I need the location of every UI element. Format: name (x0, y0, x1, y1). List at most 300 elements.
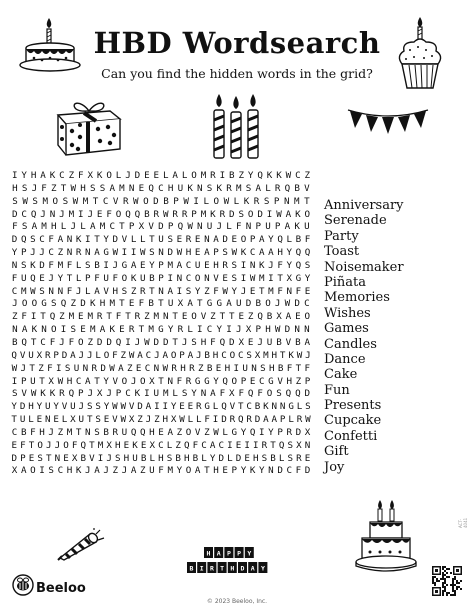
grid-letter: O (304, 208, 311, 220)
grid-letter: N (82, 362, 89, 374)
grid-letter: L (75, 259, 82, 271)
grid-letter: V (148, 221, 154, 233)
grid-letter: E (78, 311, 84, 323)
grid-letter: X (170, 414, 177, 426)
grid-letter: W (112, 401, 118, 413)
grid-letter: O (304, 311, 311, 323)
grid-letter: Q (222, 375, 228, 387)
grid-row (10, 170, 312, 183)
grid-letter: J (12, 298, 18, 310)
grid-letter: Y (286, 247, 293, 259)
grid-letter: W (30, 388, 37, 400)
grid-letter: X (87, 170, 93, 181)
grid-letter: O (247, 208, 254, 220)
banner-letter: T (220, 564, 225, 573)
grid-letter: B (144, 208, 150, 220)
grid-letter: T (172, 311, 178, 323)
grid-letter: J (121, 465, 128, 477)
grid-letter: S (70, 324, 77, 336)
grid-letter: A (99, 324, 106, 336)
grid-letter: S (185, 285, 192, 297)
grid-row (10, 388, 312, 401)
grid-letter: D (19, 401, 26, 413)
grid-letter: T (149, 285, 155, 297)
grid-letter: G (158, 324, 164, 336)
grid-letter: P (173, 195, 179, 207)
grid-letter: Y (240, 465, 247, 477)
grid-letter: D (304, 388, 311, 400)
grid-letter: A (130, 465, 137, 477)
grid-letter: O (231, 375, 238, 387)
grid-letter: X (245, 324, 252, 336)
grid-letter: Q (60, 298, 67, 310)
grid-letter: F (304, 362, 311, 374)
grid-letter: S (64, 362, 71, 374)
grid-letter: E (176, 234, 183, 246)
grid-letter: Y (170, 401, 177, 413)
grid-letter: A (285, 208, 292, 220)
grid-letter: T (138, 324, 145, 336)
grid-letter: F (78, 170, 84, 181)
grid-letter: A (85, 375, 91, 387)
grid-letter: J (196, 349, 202, 361)
grid-letter: K (75, 234, 82, 246)
grid-letter: B (270, 452, 276, 464)
grid-letter: F (66, 285, 73, 297)
grid-letter: V (112, 195, 119, 207)
grid-letter: Q (237, 414, 244, 426)
grid-letter: L (227, 452, 233, 464)
grid-letter: P (277, 426, 283, 438)
grid-letter: L (196, 414, 202, 426)
grid-letter: I (97, 452, 104, 464)
grid-letter: A (255, 182, 261, 194)
grid-letter: J (125, 170, 131, 181)
grid-letter: C (246, 401, 252, 413)
grid-letter: W (183, 195, 189, 207)
grid-letter: E (119, 324, 125, 336)
grid-letter: O (115, 208, 122, 220)
grid-row (10, 414, 312, 427)
grid-letter: M (268, 285, 274, 297)
grid-letter: Z (175, 439, 181, 451)
grid-letter: M (119, 182, 125, 194)
activity-code: ACT-4041 (458, 517, 468, 528)
grid-row (10, 465, 312, 478)
word-list-item: Dance (324, 351, 366, 367)
grid-letter: Y (240, 426, 247, 438)
grid-letter: S (48, 465, 54, 477)
grid-letter: K (130, 272, 137, 284)
grid-letter: T (119, 221, 125, 233)
grid-letter: R (139, 285, 146, 297)
grid-letter: V (121, 234, 128, 246)
grid-letter: B (229, 170, 235, 181)
grid-letter: V (194, 426, 201, 438)
grid-letter: N (271, 401, 278, 413)
grid-letter: O (185, 465, 192, 477)
grid-letter: W (72, 195, 79, 207)
grid-letter: H (180, 362, 186, 374)
grid-letter: R (134, 311, 141, 323)
grid-letter: E (295, 311, 301, 323)
grid-letter: M (41, 221, 47, 233)
grid-letter: B (295, 336, 301, 348)
grid-letter: J (130, 375, 137, 387)
grid-letter: Q (247, 388, 254, 400)
grid-letter: N (66, 234, 73, 246)
grid-letter: C (158, 182, 164, 194)
grid-letter: U (242, 362, 248, 374)
banner-letter: A (250, 564, 255, 573)
grid-letter: L (28, 414, 34, 426)
grid-letter: B (175, 452, 181, 464)
grid-letter: A (89, 221, 96, 233)
grid-letter: M (89, 324, 96, 336)
grid-letter: X (70, 414, 76, 426)
grid-letter: B (294, 182, 300, 194)
page-title: HBD Wordsearch (93, 26, 381, 60)
grid-letter: J (59, 208, 65, 220)
grid-letter: P (20, 247, 27, 259)
grid-letter: E (304, 285, 311, 297)
grid-letter: U (132, 452, 138, 464)
grid-letter: P (53, 349, 59, 361)
grid-letter: J (78, 401, 85, 413)
grid-letter: W (187, 221, 193, 233)
grid-letter: C (185, 259, 192, 271)
grid-letter: F (295, 465, 302, 477)
grid-letter: S (191, 336, 197, 348)
grid-letter: L (75, 272, 82, 284)
grid-letter: J (181, 336, 188, 348)
grid-letter: T (149, 234, 155, 246)
grid-letter: R (91, 362, 98, 374)
grid-letter: Q (285, 388, 292, 400)
grid-letter: A (209, 439, 216, 451)
grid-letter: A (118, 362, 124, 374)
grid-letter: A (304, 336, 311, 348)
grid-letter: V (128, 401, 135, 413)
grid-letter: S (276, 388, 282, 400)
grid-letter: W (179, 414, 185, 426)
grid-letter: D (39, 259, 45, 271)
grid-letter: J (112, 259, 119, 271)
grid-letter: G (295, 272, 302, 284)
grid-letter: B (80, 452, 87, 464)
word-list-item: Toast (324, 244, 360, 260)
grid-letter: R (253, 195, 260, 207)
grid-letter: S (95, 414, 101, 426)
grid-letter: Q (295, 247, 302, 259)
grid-letter: E (144, 170, 150, 181)
letter-grid (10, 170, 312, 478)
grid-letter: P (255, 221, 261, 233)
grid-letter: D (11, 234, 18, 246)
grid-letter: S (99, 182, 106, 194)
grid-letter: J (39, 247, 45, 259)
grid-letter: O (266, 388, 273, 400)
grid-letter: E (249, 375, 256, 387)
grid-letter: I (78, 208, 84, 220)
grid-letter: M (162, 388, 169, 400)
grid-letter: S (206, 182, 213, 194)
grid-letter: J (40, 208, 46, 220)
grid-letter: U (139, 272, 146, 284)
grid-letter: X (276, 311, 282, 323)
grid-letter: O (170, 349, 177, 361)
grid-letter: W (120, 414, 127, 426)
grid-letter: H (80, 182, 86, 194)
grid-letter: S (37, 452, 43, 464)
grid-letter: L (139, 234, 146, 246)
grid-letter: Y (53, 401, 59, 413)
grid-letter: O (121, 375, 128, 387)
grid-letter: K (132, 439, 138, 451)
grid-letter: U (153, 388, 160, 400)
grid-letter: P (78, 388, 84, 400)
grid-letter: E (238, 311, 244, 323)
grid-letter: J (268, 259, 274, 271)
grid-letter: C (206, 324, 213, 336)
grid-letter: A (268, 247, 274, 259)
grid-letter: L (233, 195, 240, 207)
grid-letter: L (115, 170, 122, 181)
grid-letter: P (179, 349, 185, 361)
grid-letter: K (216, 182, 223, 194)
grid-letter: W (128, 349, 135, 361)
grid-letter: Y (216, 324, 223, 336)
grid-letter: H (224, 362, 231, 374)
grid-letter: Z (144, 311, 150, 323)
grid-letter: X (48, 375, 54, 387)
copyright-notice: © 2023 Beeloo, Inc. (206, 598, 268, 605)
grid-letter: B (254, 401, 261, 413)
grid-letter: F (66, 259, 73, 271)
grid-letter: A (20, 465, 27, 477)
grid-letter: I (85, 234, 91, 246)
grid-letter: T (219, 311, 226, 323)
grid-row (10, 376, 312, 389)
grid-letter: Z (247, 311, 254, 323)
grid-letter: Q (125, 208, 131, 220)
grid-letter: E (128, 298, 135, 310)
grid-letter: H (269, 362, 275, 374)
party-horn-icon (56, 528, 106, 562)
qr-code-icon[interactable] (432, 566, 462, 596)
gift-box-icon (52, 97, 126, 159)
grid-letter: Z (87, 336, 93, 348)
grid-letter: L (187, 324, 193, 336)
grid-letter: I (233, 362, 240, 374)
grid-letter: H (112, 285, 119, 297)
grid-letter: C (75, 375, 82, 387)
grid-letter: E (215, 362, 222, 374)
grid-letter: O (213, 195, 220, 207)
grid-letter: C (185, 272, 192, 284)
grid-letter: D (295, 426, 302, 438)
grid-letter: A (271, 414, 278, 426)
banner-letter: R (209, 564, 214, 573)
grid-letter: E (53, 414, 59, 426)
grid-letter: T (94, 375, 100, 387)
grid-letter: W (162, 208, 169, 220)
grid-letter: F (12, 221, 18, 233)
grid-letter: B (204, 349, 210, 361)
grid-letter: Q (68, 388, 75, 400)
grid-letter: O (139, 375, 146, 387)
grid-letter: V (304, 182, 310, 194)
grid-letter: W (231, 247, 238, 259)
grid-letter: S (51, 298, 57, 310)
grid-letter: K (259, 259, 265, 271)
grid-letter: Y (176, 465, 183, 477)
grid-letter: W (213, 426, 219, 438)
grid-letter: E (158, 426, 164, 438)
grid-letter: G (41, 298, 47, 310)
grid-letter: Q (115, 336, 122, 348)
grid-letter: T (29, 362, 35, 374)
grid-letter: Q (49, 311, 56, 323)
grid-letter: F (11, 272, 18, 284)
grid-letter: D (304, 465, 311, 477)
word-list-item: Fun (324, 382, 350, 398)
grid-letter: T (277, 272, 283, 284)
grid-letter: J (154, 349, 160, 361)
grid-letter: N (12, 324, 18, 336)
grid-letter: C (40, 336, 46, 348)
grid-letter: R (296, 452, 302, 464)
grid-letter: J (20, 362, 27, 374)
grid-letter: H (212, 349, 219, 361)
beeloo-bee-logo-icon (12, 574, 34, 596)
grid-letter: F (112, 272, 119, 284)
grid-letter: C (59, 170, 65, 181)
grid-letter: C (125, 388, 131, 400)
grid-letter: T (106, 311, 112, 323)
grid-letter: X (304, 426, 311, 438)
grid-letter: J (59, 336, 65, 348)
grid-letter: H (213, 465, 219, 477)
word-list-item: Gift (324, 444, 349, 460)
grid-letter: R (261, 439, 268, 451)
banner-letter: H (206, 549, 211, 558)
banner-letter: I (199, 564, 204, 573)
grid-letter: S (304, 259, 311, 271)
grid-letter: A (109, 182, 115, 194)
grid-letter: S (89, 182, 96, 194)
grid-letter: J (87, 388, 93, 400)
grid-letter: N (153, 362, 160, 374)
grid-letter: S (62, 195, 69, 207)
grid-letter: K (276, 170, 282, 181)
grid-letter: L (60, 221, 67, 233)
grid-letter: U (158, 234, 164, 246)
grid-letter: N (41, 324, 47, 336)
grid-letter: X (229, 388, 235, 400)
grid-letter: T (94, 234, 100, 246)
grid-letter: Y (103, 234, 109, 246)
grid-letter: E (247, 336, 254, 348)
grid-letter: D (153, 195, 159, 207)
grid-letter: K (31, 324, 38, 336)
grid-letter: F (235, 221, 242, 233)
grid-letter: Q (139, 426, 146, 438)
grid-letter: H (39, 426, 45, 438)
grid-letter: Q (11, 349, 17, 361)
grid-letter: Y (286, 259, 293, 271)
grid-letter: D (167, 247, 173, 259)
grid-letter: N (200, 388, 207, 400)
grid-letter: A (145, 401, 152, 413)
grid-letter: C (201, 439, 207, 451)
grid-letter: F (20, 439, 26, 451)
grid-letter: T (204, 465, 210, 477)
grid-letter: O (63, 439, 69, 451)
grid-letter: P (274, 221, 281, 233)
grid-letter: Y (268, 234, 274, 246)
grid-letter: T (11, 414, 17, 426)
grid-letter: F (213, 285, 219, 297)
grid-letter: I (268, 272, 274, 284)
grid-letter: C (158, 439, 164, 451)
grid-letter: E (187, 401, 194, 413)
grid-letter: S (246, 349, 252, 361)
grid-letter: I (162, 401, 168, 413)
word-list-item: Serenade (324, 213, 387, 229)
grid-letter: D (134, 170, 141, 181)
grid-letter: S (287, 439, 294, 451)
grid-letter: A (94, 247, 100, 259)
grid-letter: D (100, 362, 106, 374)
grid-letter: L (201, 452, 207, 464)
grid-letter: Z (51, 182, 57, 194)
grid-letter: B (192, 452, 199, 464)
grid-row (10, 311, 312, 324)
grid-letter: D (153, 336, 160, 348)
grid-letter: O (103, 349, 110, 361)
grid-letter: X (36, 349, 43, 361)
grid-letter: X (71, 452, 78, 464)
grid-letter: V (89, 452, 95, 464)
grid-letter: I (197, 324, 203, 336)
grid-letter: S (287, 452, 294, 464)
grid-letter: M (294, 195, 300, 207)
grid-letter: M (57, 259, 64, 271)
grid-row (10, 324, 312, 337)
grid-letter: N (286, 285, 293, 297)
grid-letter: J (134, 336, 141, 348)
grid-letter: A (57, 234, 64, 246)
grid-letter: E (39, 272, 45, 284)
grid-letter: M (97, 439, 104, 451)
grid-letter: O (51, 324, 57, 336)
grid-letter: Z (120, 349, 127, 361)
grid-letter: Z (68, 170, 75, 181)
grid-letter: U (44, 401, 51, 413)
grid-row (10, 337, 312, 350)
grid-letter: Z (198, 362, 204, 374)
grid-letter: Y (231, 285, 238, 297)
grid-letter: Y (36, 401, 43, 413)
grid-row (10, 273, 312, 286)
grid-letter: E (231, 234, 238, 246)
grid-letter: K (263, 401, 269, 413)
page-subtitle: Can you find the hidden words in the grid? (101, 66, 373, 81)
grid-letter: S (86, 401, 93, 413)
grid-letter: G (204, 401, 210, 413)
grid-letter: X (149, 439, 156, 451)
